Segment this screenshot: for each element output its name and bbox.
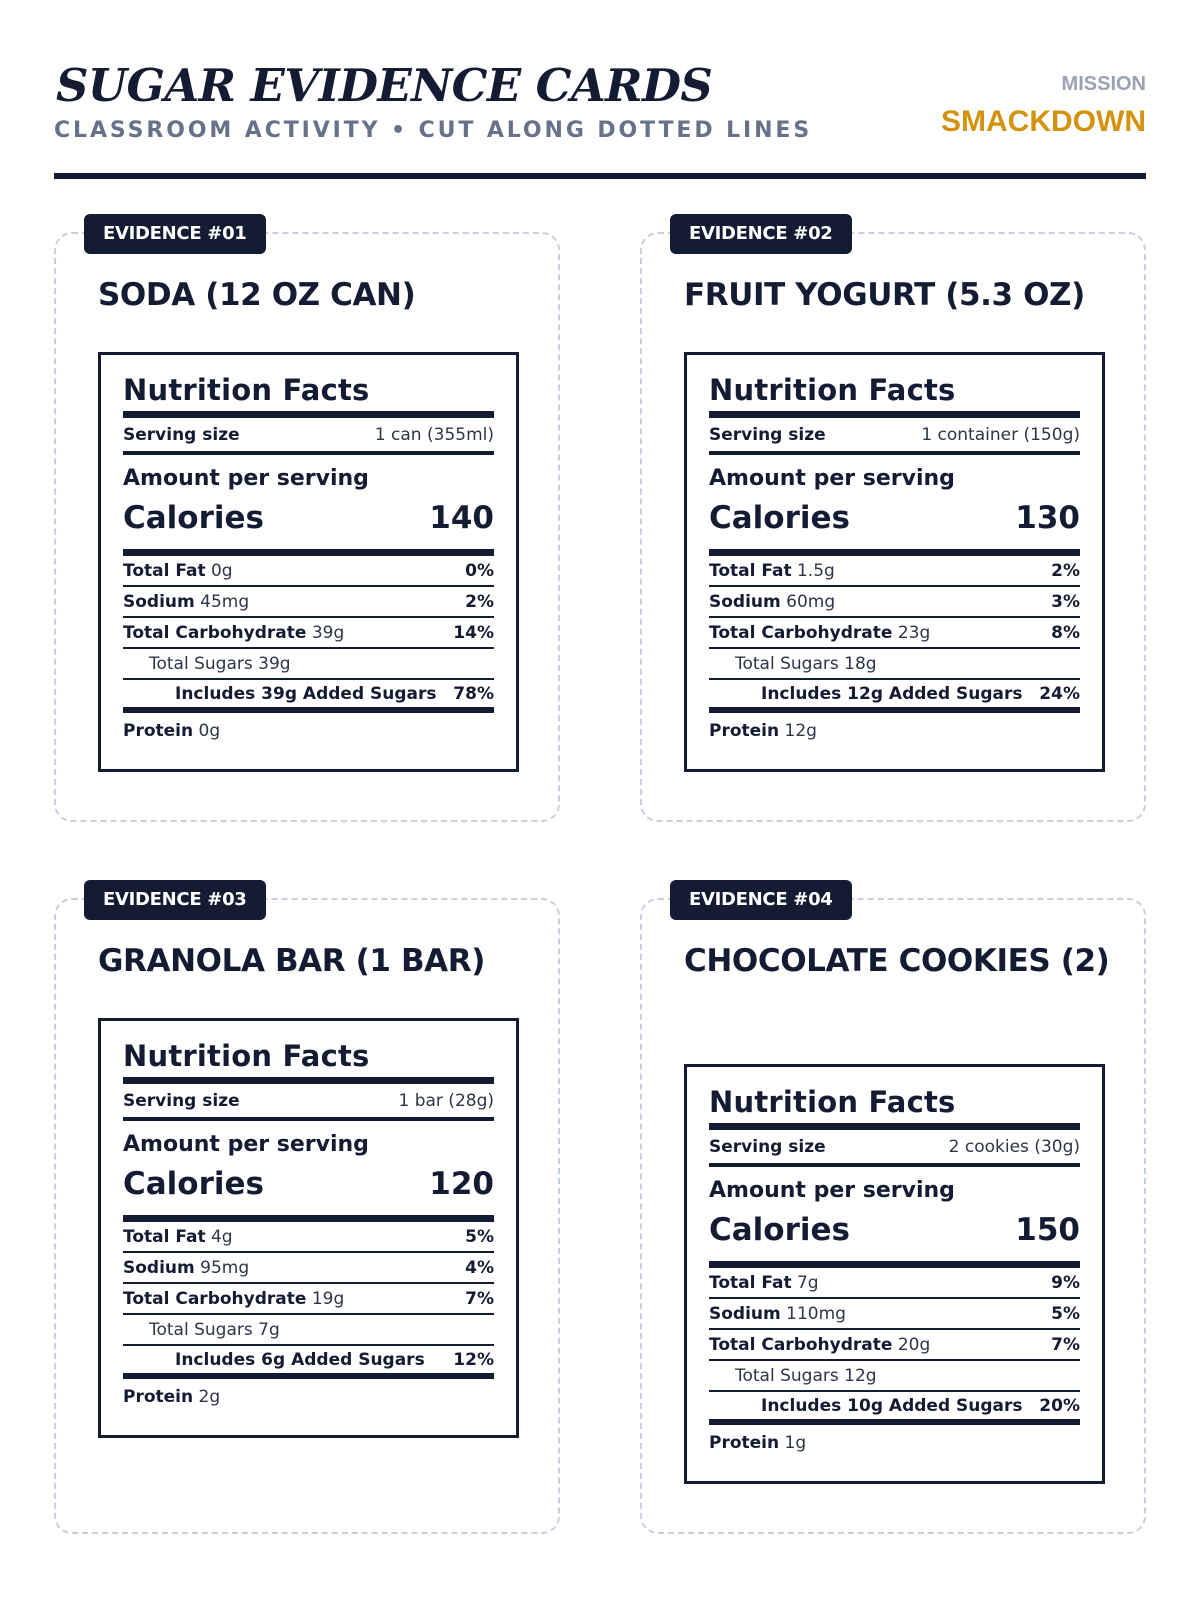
serving-size-value: 1 bar (28g) [398,1090,494,1111]
serving-size-label: Serving size [709,424,826,445]
total-sugars-text: Total Sugars 7g [149,1319,280,1340]
total-fat-amount: 1.5g [796,560,835,581]
nutrition-facts-label [684,352,1105,772]
total-carbohydrate-amount: 19g [311,1288,345,1309]
calories-label: Calories [709,500,850,536]
serving-size-row [123,418,494,455]
serving-size-row [709,418,1080,455]
added-sugars-row [709,680,1080,713]
sodium-label: Sodium [709,1303,781,1324]
calories-value: 140 [429,500,494,536]
evidence-card [640,223,1146,822]
sodium-amount: 60mg [786,591,836,612]
card-title: FRUIT YOGURT (5.3 OZ) [684,277,1085,313]
calories-value: 120 [429,1166,494,1202]
brand-name-text: SMACKDOWN [941,105,1146,138]
total-carbohydrate-percent: 14% [453,622,494,643]
total-sugars-row [123,649,494,680]
total-sugars-row [709,649,1080,680]
total-sugars-row [709,1361,1080,1392]
added-sugars-row [123,1346,494,1379]
total-carbohydrate-label: Total Carbohydrate [709,1334,893,1355]
total-fat-amount: 7g [796,1272,819,1293]
added-sugars-percent: 20% [1039,1395,1080,1416]
amount-per-serving: Amount per serving [123,466,369,491]
calories-label: Calories [123,1166,264,1202]
sodium-row [709,587,1080,618]
total-fat-percent: 2% [1051,560,1080,581]
nutrition-facts-heading: Nutrition Facts [709,373,1080,418]
calories-row [709,1209,1080,1268]
total-fat-row [123,556,494,587]
sodium-percent: 2% [465,591,494,612]
page-subtitle: CLASSROOM ACTIVITY • CUT ALONG DOTTED LINES [54,118,813,143]
added-sugars-row [123,680,494,713]
total-carbohydrate-amount: 23g [897,622,931,643]
total-carbohydrate-percent: 8% [1051,622,1080,643]
nutrition-facts-heading: Nutrition Facts [123,373,494,418]
total-fat-row [709,1268,1080,1299]
sodium-row [709,1299,1080,1330]
added-sugars-percent: 78% [453,683,494,704]
sodium-percent: 4% [465,1257,494,1278]
total-carbohydrate-percent: 7% [465,1288,494,1309]
brand-logo [941,72,1146,140]
total-carbohydrate-row [709,618,1080,649]
card-title: SODA (12 OZ CAN) [98,277,416,313]
amount-per-serving: Amount per serving [709,466,955,491]
calories-row [123,497,494,556]
calories-label: Calories [123,500,264,536]
protein-amount: 0g [198,721,221,741]
serving-size-row [709,1130,1080,1167]
added-sugars-percent: 24% [1039,683,1080,704]
total-fat-label: Total Fat [123,1226,206,1247]
protein-row [123,1379,494,1415]
nutrition-facts-heading: Nutrition Facts [123,1039,494,1084]
sodium-amount: 110mg [786,1303,846,1324]
serving-size-row [123,1084,494,1121]
serving-size-value: 2 cookies (30g) [948,1136,1080,1157]
total-fat-label: Total Fat [123,560,206,581]
amount-per-serving: Amount per serving [709,1178,955,1203]
nutrition-facts-heading: Nutrition Facts [709,1085,1080,1130]
total-sugars-text: Total Sugars 12g [735,1365,877,1386]
sodium-amount: 95mg [200,1257,250,1278]
total-carbohydrate-label: Total Carbohydrate [709,622,893,643]
calories-value: 150 [1015,1212,1080,1248]
evidence-card [640,889,1146,1534]
evidence-badge: EVIDENCE #03 [84,880,266,920]
total-fat-percent: 5% [465,1226,494,1247]
total-fat-amount: 4g [210,1226,233,1247]
total-sugars-row [123,1315,494,1346]
total-carbohydrate-row [123,618,494,649]
protein-label: Protein [709,1433,780,1453]
evidence-badge: EVIDENCE #02 [670,214,852,254]
calories-label: Calories [709,1212,850,1248]
added-sugars-text: Includes 6g Added Sugars [175,1349,425,1370]
added-sugars-row [709,1392,1080,1425]
total-carbohydrate-row [123,1284,494,1315]
serving-size-value: 1 can (355ml) [374,424,494,445]
page-title: SUGAR EVIDENCE CARDS [56,59,713,112]
added-sugars-percent: 12% [453,1349,494,1370]
added-sugars-text: Includes 39g Added Sugars [175,683,437,704]
total-carbohydrate-amount: 20g [897,1334,931,1355]
serving-size-label: Serving size [123,424,240,445]
page-header [54,56,1146,180]
protein-amount: 12g [784,721,817,741]
calories-value: 130 [1015,500,1080,536]
card-title: GRANOLA BAR (1 BAR) [98,943,486,979]
amount-per-serving: Amount per serving [123,1132,369,1157]
sodium-amount: 45mg [200,591,250,612]
calories-row [123,1163,494,1222]
serving-size-value: 1 container (150g) [921,424,1080,445]
protein-row [709,1425,1080,1461]
brand-mission-text: MISSION [1061,73,1146,95]
nutrition-facts-label [98,1018,519,1438]
total-carbohydrate-amount: 39g [311,622,345,643]
card-title: CHOCOLATE COOKIES (2) [684,943,1110,979]
sodium-percent: 5% [1051,1303,1080,1324]
total-fat-row [709,556,1080,587]
nutrition-facts-label [98,352,519,772]
evidence-badge: EVIDENCE #01 [84,214,266,254]
total-fat-percent: 9% [1051,1272,1080,1293]
protein-label: Protein [123,721,194,741]
sodium-label: Sodium [123,591,195,612]
total-carbohydrate-percent: 7% [1051,1334,1080,1355]
added-sugars-text: Includes 12g Added Sugars [761,683,1023,704]
evidence-card [54,223,560,822]
sodium-label: Sodium [123,1257,195,1278]
serving-size-label: Serving size [123,1090,240,1111]
total-carbohydrate-label: Total Carbohydrate [123,1288,307,1309]
total-fat-label: Total Fat [709,560,792,581]
sodium-row [123,587,494,618]
total-carbohydrate-row [709,1330,1080,1361]
total-sugars-text: Total Sugars 18g [735,653,877,674]
total-fat-row [123,1222,494,1253]
total-carbohydrate-label: Total Carbohydrate [123,622,307,643]
protein-amount: 2g [198,1387,221,1407]
protein-amount: 1g [784,1433,807,1453]
total-fat-amount: 0g [210,560,233,581]
total-fat-percent: 0% [465,560,494,581]
sodium-label: Sodium [709,591,781,612]
total-fat-label: Total Fat [709,1272,792,1293]
protein-label: Protein [709,721,780,741]
serving-size-label: Serving size [709,1136,826,1157]
sodium-row [123,1253,494,1284]
evidence-card [54,889,560,1534]
protein-row [123,713,494,749]
protein-label: Protein [123,1387,194,1407]
calories-row [709,497,1080,556]
added-sugars-text: Includes 10g Added Sugars [761,1395,1023,1416]
header-divider [54,173,1146,179]
nutrition-facts-label [684,1064,1105,1484]
total-sugars-text: Total Sugars 39g [149,653,291,674]
sodium-percent: 3% [1051,591,1080,612]
protein-row [709,713,1080,749]
evidence-badge: EVIDENCE #04 [670,880,852,920]
